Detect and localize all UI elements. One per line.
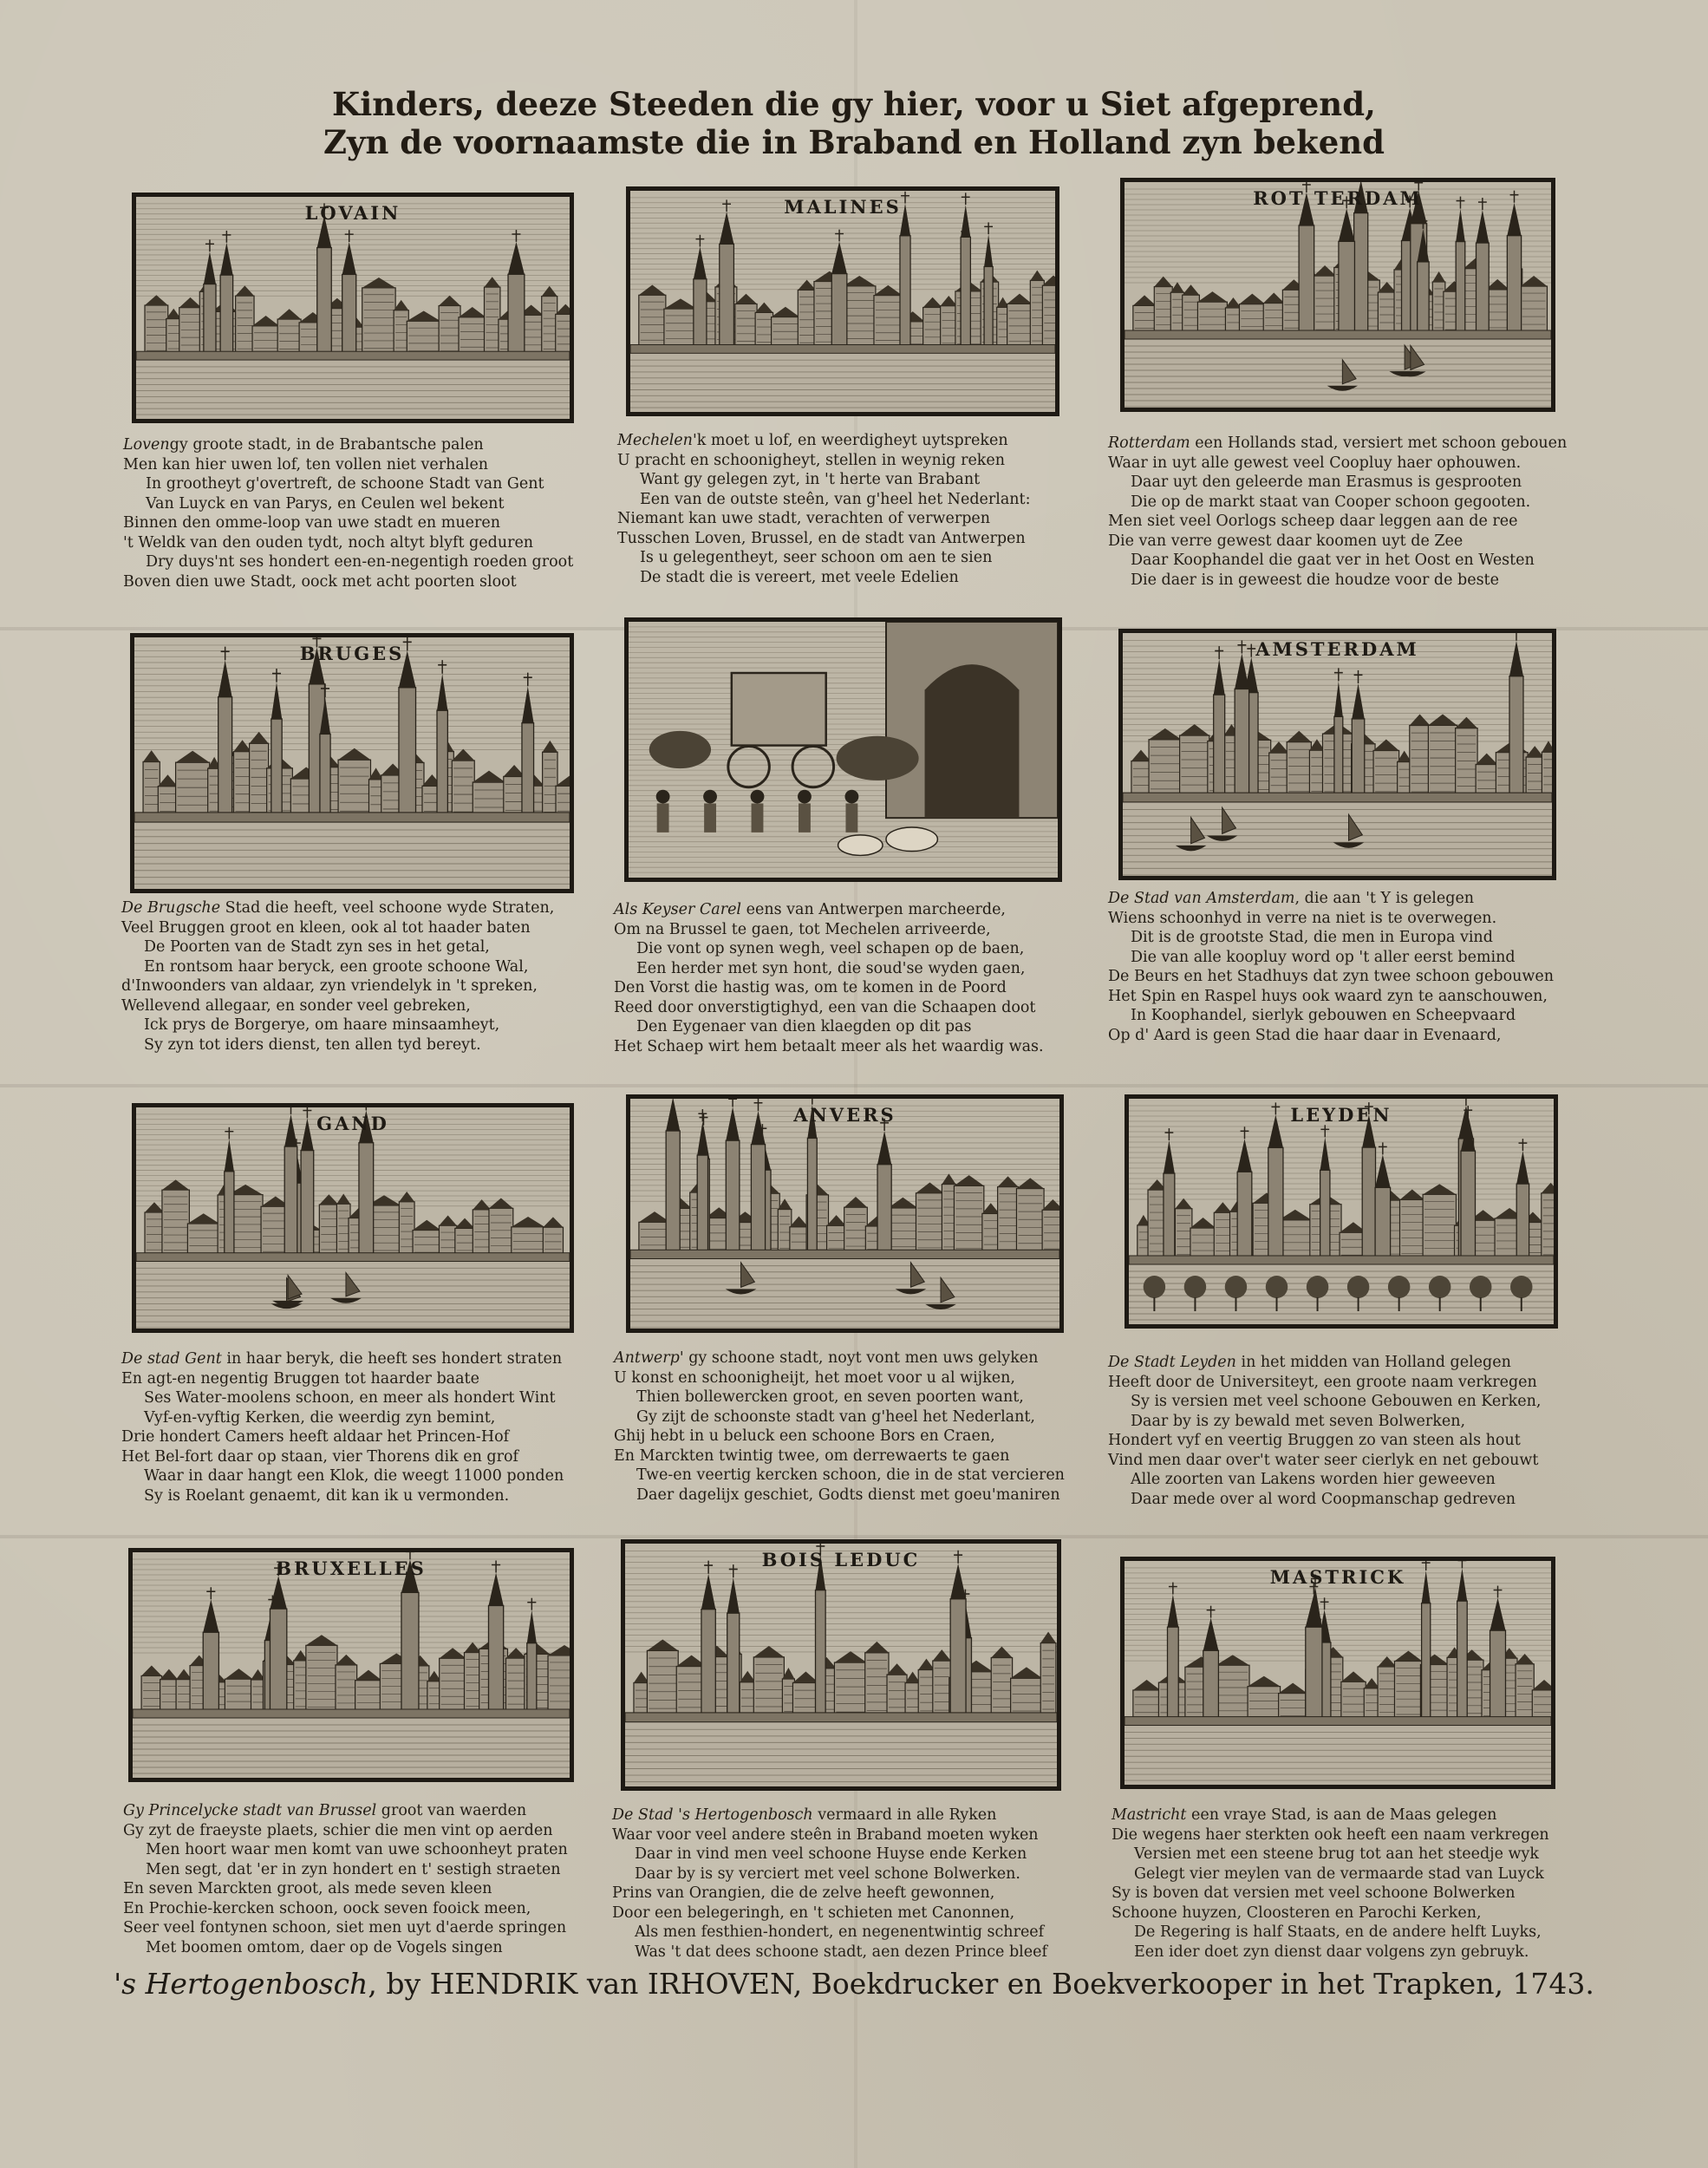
verse-line: Den Vorst die hastig was, om te komen in de Poord (614, 979, 1007, 996)
title-line-2: Zyn de voornaamste die in Braband en Holland zyn bekend (323, 123, 1385, 161)
verse-line: De Beurs en het Stadhuys dat zyn twee schoon gebouwen (1108, 968, 1554, 985)
verse-line: Sy is boven dat versien met veel schoone Bolwerken (1112, 1884, 1516, 1902)
verse-line: En seven Marckten groot, als mede seven kleen (123, 1880, 492, 1897)
verse-line: Gy zyt de fraeyste plaets, schier die men vint op aerden (123, 1821, 553, 1839)
verse-rotterdam (1108, 434, 1576, 590)
city-label: GAND (316, 1113, 389, 1134)
city-label: MASTRICK (1269, 1566, 1406, 1588)
verse-line: Daar in vind men veel schoone Huyse ende Kerken (635, 1845, 1027, 1863)
verse-line: Sy zyn tot iders dienst, ten allen tyd bereyt. (144, 1035, 481, 1054)
verse-line: Die vont op synen wegh, veel schapen op de baen, (636, 940, 1025, 957)
city-label: AMSTERDAM (1255, 638, 1419, 660)
verse-line: Waar voor veel andere steên in Braband moeten wyken (612, 1825, 1039, 1844)
verse-malines (617, 431, 1103, 587)
verse-line: 't Weldk van den ouden tydt, noch altyt blyft geduren (123, 533, 534, 552)
verse-line: Den Eygenaer van dien klaegden op dit pas (636, 1018, 972, 1035)
verse-line: Wellevend allegaar, en sonder veel gebreken, (121, 996, 471, 1015)
verse-line: Daar uyt den geleerde man Erasmus is gesprooten (1131, 473, 1522, 491)
city-skyline-illustration (133, 1552, 570, 1778)
city-skyline-illustration (1125, 1561, 1551, 1785)
verse-lead: De Brugsche (121, 899, 221, 917)
verse-anvers (614, 1348, 1099, 1505)
verse-bruges (121, 898, 607, 1055)
verse-line: Dit is de grootste Stad, die men in Europa vind (1131, 929, 1493, 946)
verse-line: Door een belegeringh, en 't schieten met Canonnen, (612, 1904, 1015, 1922)
verse-amsterdam (1108, 889, 1576, 1045)
verse-line: Men siet veel Oorlogs scheep daar leggen aan de ree (1108, 513, 1518, 530)
verse-line: 'k moet u lof, en weerdigheyt uytspreken (692, 432, 1008, 449)
verse-line: een Hollands stad, versiert met schoon gebouen (1190, 434, 1568, 452)
city-skyline-illustration (625, 1544, 1057, 1786)
verse-line: Daar by is sy verciert met veel schone Bolwerken. (635, 1864, 1020, 1883)
verse-line: Dry duys'nt ses hondert een-en-negentigh roeden groot (146, 553, 574, 571)
city-label: ROT TERDAM (1253, 187, 1423, 209)
verse-line: Daar mede over al word Coopmanschap gedreven (1131, 1490, 1516, 1508)
verse-line: Daer dagelijx geschiet, Godts dienst met goeu'maniren (636, 1486, 1060, 1504)
verse-line: eens van Antwerpen marcheerde, (741, 901, 1006, 918)
verse-line: Tusschen Loven, Brussel, en de stadt van Antwerpen (617, 529, 1026, 547)
verse-line: Die van alle koopluy word op 't aller eerst bemind (1131, 948, 1516, 966)
verse-lead: Mechelen (617, 432, 693, 449)
verse-line: Ick prys de Borgerye, om haare minsaamheyt, (144, 1016, 500, 1034)
city-label: BRUGES (299, 643, 405, 664)
woodcut-rotterdam (1120, 178, 1555, 412)
verse-line: Ghij hebt in u beluck een schoone Bors en Craen, (614, 1427, 995, 1445)
verse-line: Ses Water-moolens schoon, en meer als hondert Wint (144, 1389, 556, 1407)
verse-line: Daar Koophandel die gaat ver in het Oost en Westen (1131, 552, 1535, 569)
city-skyline-illustration (134, 637, 570, 889)
verse-lead: De stad Gent (121, 1350, 222, 1368)
verse-line: U pracht en schoonigheyt, stellen in weynig reken (617, 451, 1006, 469)
verse-line: Schoone huyzen, Cloosteren en Parochi Kerken, (1112, 1904, 1482, 1922)
verse-lead: Mastricht (1112, 1806, 1187, 1824)
verse-line: Gelegt vier meylen van de vermaarde stad van Luyck (1134, 1864, 1544, 1883)
woodcut-mastrick (1120, 1557, 1555, 1789)
verse-line: Men segt, dat 'er in zyn hondert en t' sestigh straeten (146, 1860, 561, 1878)
verse-line: groot van waerden (376, 1802, 527, 1819)
verse-line: Hondert vyf en veertig Bruggen zo van steen als hout (1108, 1432, 1521, 1449)
verse-line: Gy zijt de schoonste stadt van g'heel het Nederlant, (636, 1407, 1035, 1426)
verse-leyden (1108, 1353, 1576, 1509)
verse-line: in het midden van Holland gelegen (1235, 1354, 1511, 1371)
carriage-scene-illustration (629, 622, 1058, 878)
verse-line: Waar in uyt alle gewest veel Coopluy haer ophouwen. (1108, 454, 1522, 472)
verse-line: In grootheyt g'overtreft, de schoone Stadt van Gent (146, 475, 544, 493)
verse-line: d'Inwoonders van aldaar, zyn vriendelyk in 't spreken, (121, 977, 538, 995)
verse-line: Binnen den omme-loop van uwe stadt en mueren (123, 514, 500, 532)
verse-line: En Prochie-kercken schoon, oock seven fooick meen, (123, 1899, 531, 1917)
verse-line: Een van de outste steên, van g'heel het Nederlant: (640, 490, 1031, 508)
verse-mastrick (1112, 1806, 1580, 1962)
city-skyline-illustration (630, 191, 1055, 412)
verse-line: Versien met een steene brug tot aan het steedje wyk (1134, 1845, 1539, 1863)
verse-line: Het Bel-fort daar op staan, vier Thorens dik en grof (121, 1447, 519, 1466)
verse-line: gy groote stadt, in de Brabantsche palen (169, 436, 484, 454)
verse-line: Die wegens haer sterkten ook heeft een naam verkregen (1112, 1825, 1549, 1844)
woodcut-bruxelles (128, 1548, 574, 1782)
city-skyline-illustration (630, 1099, 1059, 1329)
verse-line: Was 't dat dees schoone stadt, aen dezen Prince bleef (635, 1943, 1047, 1961)
verse-line: Een herder met syn hont, die soud'se wyden gaen, (636, 959, 1026, 977)
city-skyline-illustration (1123, 633, 1552, 876)
verse-line: Die op de markt staat van Cooper schoon gegooten. (1131, 493, 1531, 511)
verse-line: Van Luyck en van Parys, en Ceulen wel bekent (146, 494, 505, 513)
verse-line: Het Schaep wirt hem betaalt meer als het waardig was. (614, 1037, 1044, 1055)
city-skyline-illustration (136, 1107, 570, 1329)
verse-line: Heeft door de Universiteyt, een groote naam verkregen (1108, 1373, 1537, 1391)
woodcut-gand (132, 1103, 574, 1333)
imprint-text: , by HENDRIK van IRHOVEN, Boekdrucker en Boekverkooper in het Trapken, 1743. (368, 1967, 1594, 2001)
verse-line: Sy is versien met veel schoone Gebouwen en Kerken, (1131, 1393, 1542, 1410)
verse-lead: De Stad van Amsterdam (1108, 890, 1295, 907)
city-skyline-illustration (1129, 1099, 1554, 1324)
verse-line: Een ider doet zyn dienst daar volgens zyn gebruyk. (1134, 1943, 1529, 1961)
verse-line: Prins van Orangien, die de zelve heeft gewonnen, (612, 1884, 995, 1902)
verse-lead: Antwerp' (614, 1349, 684, 1367)
verse-line: Men hoort waar men komt van uwe schoonheyt praten (146, 1841, 568, 1858)
city-label: LOVAIN (304, 202, 401, 224)
verse-line: Vyf-en-vyftig Kerken, die weerdig zyn bemint, (144, 1408, 496, 1427)
verse-bruxelles (123, 1801, 609, 1957)
verse-line: Want gy gelegen zyt, in 't herte van Brabant (640, 471, 981, 488)
city-skyline-illustration (136, 197, 570, 419)
woodcut-bruges (130, 633, 574, 893)
verse-line: De Regering is half Staats, en de andere helft Luyks, (1134, 1923, 1542, 1941)
verse-gand (121, 1349, 607, 1505)
verse-line: Op d' Aard is geen Stad die haar daar in Evenaard, (1108, 1026, 1502, 1044)
verse-line: Boven dien uwe Stadt, oock met acht poorten sloot (123, 572, 517, 591)
verse-line: Niemant kan uwe stadt, verachten of verwerpen (617, 510, 991, 527)
verse-line: Thien bollewercken groot, en seven poorten want, (636, 1388, 1024, 1406)
verse-line: Die daer is in geweest die houdze voor de beste (1131, 571, 1499, 589)
verse-lead: Als Keyser Carel (614, 901, 742, 918)
verse-line: Als men festhien-hondert, en negenentwintig schreef (635, 1923, 1045, 1941)
verse-line: Twe-en veertig kercken schoon, die in de stat vercieren (636, 1466, 1065, 1484)
verse-lead: Gy Princelycke stadt van Brussel (123, 1802, 377, 1819)
woodcut-bois-le-duc (621, 1539, 1061, 1791)
woodcut-carriage-scene (624, 617, 1062, 882)
verse-line: Daar by is zy bewald met seven Bolwerken, (1131, 1412, 1466, 1430)
verse-line: Men kan hier uwen lof, ten vollen niet verhalen (123, 455, 489, 473)
woodcut-anvers (626, 1094, 1064, 1333)
verse-line: Die van verre gewest daar koomen uyt de Zee (1108, 532, 1464, 550)
verse-line: in haar beryk, die heeft ses hondert straten (221, 1350, 563, 1368)
woodcut-leyden (1125, 1094, 1558, 1329)
verse-line: Stad die heeft, veel schoone wyde Straten, (220, 899, 555, 917)
verse-line: Met boomen omtom, daer op de Vogels singen (146, 1938, 503, 1956)
verse-line: Wiens schoonhyd in verre na niet is te overwegen. (1108, 909, 1497, 927)
verse-line: Alle zoorten van Lakens worden hier geweeven (1131, 1471, 1496, 1488)
verse-bois-le-duc (612, 1806, 1098, 1962)
verse-line: Drie hondert Camers heeft aldaar het Princen-Hof (121, 1428, 510, 1446)
verse-line: En agt-en negentig Bruggen tot haarder baate (121, 1369, 479, 1388)
woodcut-malines (626, 186, 1059, 416)
woodcut-amsterdam (1118, 629, 1556, 880)
verse-line: , die aan 't Y is gelegen (1294, 890, 1475, 907)
city-label: LEYDEN (1290, 1104, 1392, 1126)
title-line-1: Kinders, deeze Steeden die gy hier, voor u Siet afgeprend, (332, 85, 1376, 123)
verse-line: Om na Brussel te gaen, tot Mechelen arriveerde, (614, 920, 991, 938)
verse-line: De stadt die is vereert, met veele Edelien (640, 568, 959, 586)
printer-imprint (0, 1967, 1708, 2001)
verse-line: vermaard in alle Ryken (812, 1806, 997, 1824)
verse-lead: Rotterdam (1108, 434, 1190, 452)
city-label: BRUXELLES (276, 1557, 427, 1579)
verse-line: U konst en schoonigheijt, het moet voor u al wijken, (614, 1368, 1015, 1387)
verse-line: Het Spin en Raspel huys ook waard zyn te aanschouwen, (1108, 987, 1548, 1005)
verse-line: Vind men daar over't water seer cierlyk en net gebouwt (1108, 1451, 1539, 1469)
woodcut-lovain (132, 193, 574, 423)
city-label: MALINES (784, 196, 902, 218)
verse-lead: Loven (123, 436, 170, 454)
verse-line: Sy is Roelant genaemt, dit kan ik u vermonden. (144, 1486, 510, 1505)
verse-line: En rontsom haar beryck, een groote schoone Wal, (144, 957, 529, 976)
verse-line: Seer veel fontynen schoon, siet men uyt d'aerde springen (123, 1919, 567, 1936)
city-label: BOIS LEDUC (761, 1549, 921, 1570)
city-label: ANVERS (793, 1104, 896, 1126)
city-skyline-illustration (1125, 182, 1551, 408)
verse-line: een vraye Stad, is aan de Maas gelegen (1186, 1806, 1497, 1824)
verse-line: Is u gelegentheyt, seer schoon om aen te sien (640, 549, 993, 566)
verse-lead: De Stadt Leyden (1108, 1354, 1236, 1371)
verse-line: Veel Bruggen groot en kleen, ook al tot haader baten (121, 918, 531, 937)
imprint-place: 's Hertogenbosch (114, 1967, 368, 2001)
verse-line: En Marckten twintig twee, om derrewaerts te gaen (614, 1446, 1010, 1465)
verse-line: In Koophandel, sierlyk gebouwen en Scheepvaard (1131, 1007, 1516, 1024)
verse-keyser-carel (614, 900, 1099, 1056)
verse-lovain (123, 435, 609, 591)
verse-lead: De Stad 's Hertogenbosch (612, 1806, 813, 1824)
verse-line: Reed door onverstigtighyd, een van die Schaapen doot (614, 998, 1036, 1016)
verse-line: De Poorten van de Stadt zyn ses in het getal, (144, 938, 490, 956)
verse-line: gy schoone stadt, noyt vont men uws gelyken (683, 1349, 1039, 1367)
verse-line: Waar in daar hangt een Klok, die weegt 11000 ponden (144, 1467, 564, 1485)
